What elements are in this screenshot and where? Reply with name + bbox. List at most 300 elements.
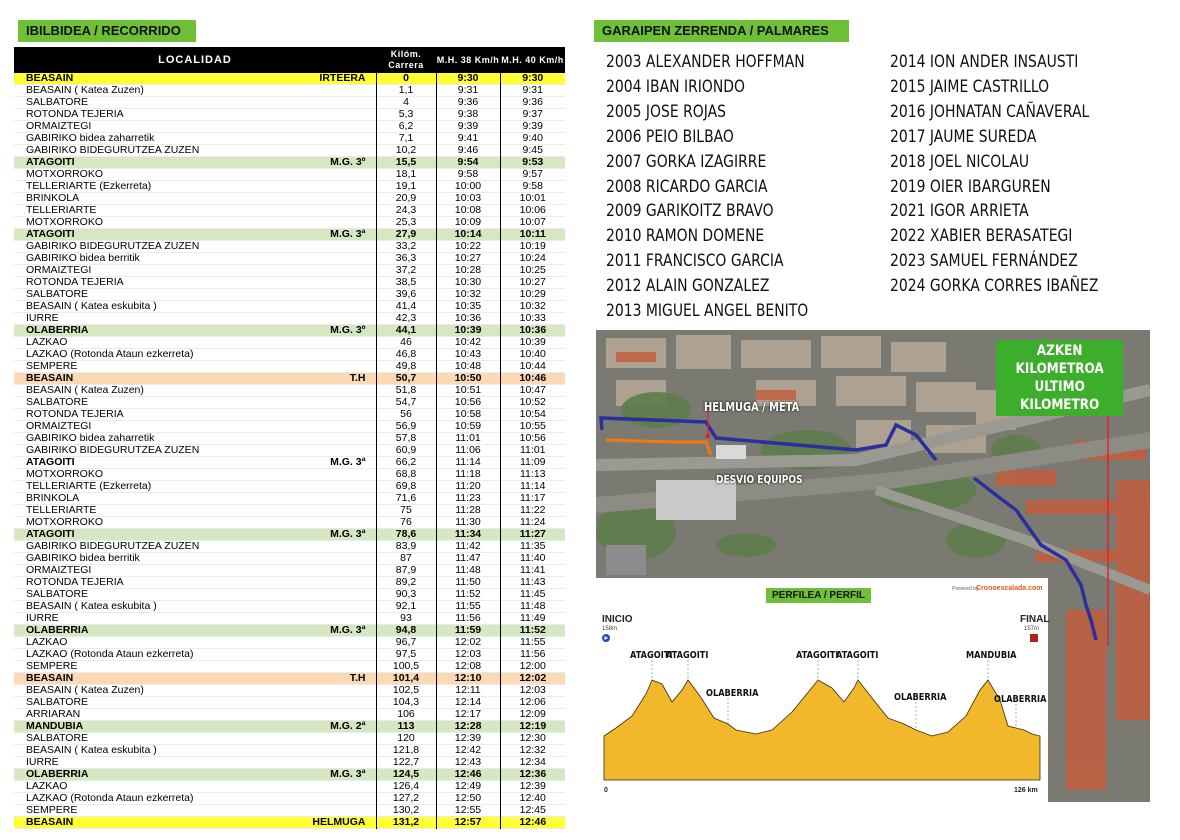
- locality-name: LAZKAO: [26, 636, 68, 649]
- locality-name: ORMAIZTEGI: [26, 564, 92, 577]
- km-cell: 1,1: [376, 85, 436, 97]
- peak-label: ATAGOITI: [630, 650, 673, 661]
- time-40-cell: 12:40: [500, 793, 565, 805]
- palmares-entry: 2023 SAMUEL FERNÁNDEZ: [890, 251, 1078, 272]
- table-row: [14, 637, 565, 649]
- locality-name: SALBATORE: [26, 396, 89, 409]
- locality-cell: [14, 649, 376, 661]
- table-row: [14, 421, 565, 433]
- elevation-profile: [596, 578, 1048, 802]
- km-cell: 42,3: [376, 313, 436, 325]
- time-38-cell: 10:36: [436, 313, 500, 325]
- palmares-entry: 2007 GORKA IZAGIRRE: [606, 151, 767, 172]
- time-38-cell: 10:14: [436, 229, 500, 241]
- time-38-cell: 12:46: [436, 769, 500, 781]
- time-40-cell: 11:13: [500, 469, 565, 481]
- table-row: [14, 205, 565, 217]
- locality-cell: [14, 121, 376, 133]
- profile-x-end: 126 km: [1014, 787, 1038, 794]
- table-row: [14, 193, 565, 205]
- locality-cell: [14, 469, 376, 481]
- locality-cell: [14, 565, 376, 577]
- palmares-entry: 2021 IGOR ARRIETA: [890, 201, 1029, 222]
- locality-tag: M.G. 3ª: [330, 456, 366, 469]
- time-40-cell: 11:09: [500, 457, 565, 469]
- profile-chart: [596, 578, 1048, 802]
- table-row: [14, 445, 565, 457]
- locality-cell: [14, 385, 376, 397]
- table-row: [14, 697, 565, 709]
- locality-cell: [14, 169, 376, 181]
- table-row: [14, 673, 565, 685]
- table-row: [14, 817, 565, 829]
- locality-name: SEMPERE: [26, 660, 78, 673]
- km-cell: 49,8: [376, 361, 436, 373]
- km-cell: 102,5: [376, 685, 436, 697]
- time-38-cell: 10:50: [436, 373, 500, 385]
- time-40-cell: 10:56: [500, 433, 565, 445]
- km-cell: 5,3: [376, 109, 436, 121]
- km-cell: 83,9: [376, 541, 436, 553]
- palmares-entry: 2003 ALEXANDER HOFFMAN: [606, 52, 805, 72]
- time-40-cell: 9:31: [500, 85, 565, 97]
- time-38-cell: 9:41: [436, 133, 500, 145]
- table-row: [14, 133, 565, 145]
- km-cell: 124,5: [376, 769, 436, 781]
- table-row: [14, 277, 565, 289]
- palmares-entry: 2006 PEIO BILBAO: [606, 126, 734, 147]
- table-row: [14, 745, 565, 757]
- table-row: [14, 685, 565, 697]
- time-38-cell: 12:42: [436, 745, 500, 757]
- locality-name: SALBATORE: [26, 96, 89, 109]
- time-40-cell: 11:17: [500, 493, 565, 505]
- locality-name: GABIRIKO BIDEGURUTZEA ZUZEN: [26, 144, 200, 157]
- table-row: [14, 253, 565, 265]
- time-40-cell: 11:14: [500, 481, 565, 493]
- profile-x-start: 0: [604, 787, 608, 794]
- time-40-cell: 12:03: [500, 685, 565, 697]
- km-cell: 87,9: [376, 565, 436, 577]
- locality-name: BEASAIN ( Katea Zuzen): [26, 684, 144, 697]
- table-row: [14, 793, 565, 805]
- time-40-cell: 10:27: [500, 277, 565, 289]
- time-40-cell: 11:48: [500, 601, 565, 613]
- locality-cell: [14, 517, 376, 529]
- locality-name: LAZKAO: [26, 336, 68, 349]
- time-40-cell: 10:24: [500, 253, 565, 265]
- locality-name: LAZKAO (Rotonda Ataun ezkerreta): [26, 792, 194, 805]
- table-row: [14, 289, 565, 301]
- table-row: [14, 73, 565, 85]
- locality-name: ATAGOITI: [26, 156, 75, 169]
- time-38-cell: 10:03: [436, 193, 500, 205]
- time-38-cell: 10:58: [436, 409, 500, 421]
- km-cell: 24,3: [376, 205, 436, 217]
- km-cell: 56,9: [376, 421, 436, 433]
- table-row: [14, 385, 565, 397]
- time-38-cell: 11:18: [436, 469, 500, 481]
- table-row: [14, 733, 565, 745]
- locality-tag: M.G. 2ª: [330, 720, 366, 733]
- time-40-cell: 9:39: [500, 121, 565, 133]
- profile-title: PERFILEA / PERFIL: [766, 588, 871, 603]
- km-cell: 122,7: [376, 757, 436, 769]
- palmares-entry: 2017 JAUME SUREDA: [890, 126, 1037, 147]
- last-km-label-basque: AZKEN KILOMETROA: [1015, 343, 1104, 377]
- palmares-list-right: [890, 50, 1144, 299]
- km-cell: 69,8: [376, 481, 436, 493]
- time-38-cell: 12:17: [436, 709, 500, 721]
- locality-name: GABIRIKO BIDEGURUTZEA ZUZEN: [26, 444, 200, 457]
- locality-cell: [14, 733, 376, 745]
- locality-cell: [14, 637, 376, 649]
- km-cell: 87: [376, 553, 436, 565]
- table-row: [14, 565, 565, 577]
- table-row: [14, 649, 565, 661]
- locality-cell: [14, 397, 376, 409]
- km-cell: 89,2: [376, 577, 436, 589]
- time-40-cell: 10:33: [500, 313, 565, 325]
- locality-tag: M.G. 3º: [330, 324, 366, 337]
- locality-tag: T.H: [349, 672, 366, 685]
- palmares-entry: 2012 ALAIN GONZALEZ: [606, 276, 770, 297]
- time-40-cell: 9:53: [500, 157, 565, 169]
- time-40-cell: 11:43: [500, 577, 565, 589]
- time-38-cell: 10:22: [436, 241, 500, 253]
- time-38-cell: 10:08: [436, 205, 500, 217]
- locality-cell: [14, 445, 376, 457]
- locality-cell: [14, 709, 376, 721]
- palmares-entry: 2013 MIGUEL ANGEL BENITO: [606, 301, 809, 322]
- km-cell: 20,9: [376, 193, 436, 205]
- locality-name: GABIRIKO bidea zaharretik: [26, 432, 155, 445]
- time-40-cell: 9:36: [500, 97, 565, 109]
- locality-name: IURRE: [26, 756, 59, 769]
- time-38-cell: 11:14: [436, 457, 500, 469]
- time-40-cell: 10:01: [500, 193, 565, 205]
- table-row: [14, 217, 565, 229]
- profile-area: [604, 680, 1040, 780]
- locality-cell: [14, 493, 376, 505]
- locality-cell: [14, 589, 376, 601]
- locality-tag: M.G. 3ª: [330, 624, 366, 637]
- locality-name: ROTONDA TEJERIA: [26, 576, 124, 589]
- locality-name: MOTXORROKO: [26, 216, 104, 229]
- locality-name: LAZKAO (Rotonda Ataun ezkerreta): [26, 648, 194, 661]
- locality-cell: [14, 349, 376, 361]
- peak-label: OLABERRIA: [994, 694, 1047, 705]
- km-cell: 104,3: [376, 697, 436, 709]
- locality-tag: IRTEERA: [319, 73, 366, 84]
- locality-cell: [14, 625, 376, 637]
- palmares-entry: 2014 ION ANDER INSAUSTI: [890, 52, 1079, 72]
- time-40-cell: 11:41: [500, 565, 565, 577]
- table-row: [14, 313, 565, 325]
- locality-name: GABIRIKO BIDEGURUTZEA ZUZEN: [26, 540, 200, 553]
- table-row: [14, 169, 565, 181]
- km-cell: 0: [376, 73, 436, 85]
- locality-cell: [14, 73, 376, 85]
- locality-cell: [14, 805, 376, 817]
- table-row: [14, 433, 565, 445]
- time-40-cell: 12:09: [500, 709, 565, 721]
- time-40-cell: 11:56: [500, 649, 565, 661]
- detour-label: DESVIO EQUIPOS: [716, 473, 803, 486]
- locality-name: BEASAIN: [26, 816, 74, 829]
- time-40-cell: 10:46: [500, 373, 565, 385]
- palmares-entry: 2018 JOEL NICOLAU: [890, 151, 1030, 172]
- locality-cell: [14, 661, 376, 673]
- locality-cell: [14, 781, 376, 793]
- locality-cell: [14, 253, 376, 265]
- time-38-cell: 11:50: [436, 577, 500, 589]
- table-row: [14, 373, 565, 385]
- locality-name: SALBATORE: [26, 588, 89, 601]
- km-cell: 93: [376, 613, 436, 625]
- last-km-label: [996, 340, 1123, 416]
- time-40-cell: 11:55: [500, 637, 565, 649]
- table-row: [14, 397, 565, 409]
- locality-name: BEASAIN ( Katea eskubita ): [26, 744, 157, 757]
- locality-header: LOCALIDAD: [14, 47, 376, 73]
- table-row: [14, 97, 565, 109]
- km-cell: 15,5: [376, 157, 436, 169]
- locality-cell: [14, 193, 376, 205]
- locality-cell: [14, 409, 376, 421]
- time-40-cell: 10:06: [500, 205, 565, 217]
- locality-cell: [14, 745, 376, 757]
- locality-name: MOTXORROKO: [26, 516, 104, 529]
- locality-name: TELLERIARTE (Ezkerreta): [26, 180, 152, 193]
- table-row: [14, 157, 565, 169]
- km-cell: 92,1: [376, 601, 436, 613]
- time-40-cell: 11:27: [500, 529, 565, 541]
- time-40-cell: 11:45: [500, 589, 565, 601]
- km-cell: 46,8: [376, 349, 436, 361]
- km-cell: 130,2: [376, 805, 436, 817]
- time-38-cell: 10:27: [436, 253, 500, 265]
- km-cell: 120: [376, 733, 436, 745]
- time-40-cell: 9:40: [500, 133, 565, 145]
- time-38-cell: 12:10: [436, 673, 500, 685]
- palmares-entry: 2022 XABIER BERASATEGI: [890, 226, 1073, 247]
- km-cell: 25,3: [376, 217, 436, 229]
- locality-name: BEASAIN: [26, 372, 74, 385]
- locality-name: BEASAIN ( Katea Zuzen): [26, 84, 144, 97]
- time-40-cell: 10:36: [500, 325, 565, 337]
- table-row: [14, 85, 565, 97]
- km-cell: 101,4: [376, 673, 436, 685]
- table-row: [14, 769, 565, 781]
- time-38-cell: 11:06: [436, 445, 500, 457]
- time-38-cell: 11:48: [436, 565, 500, 577]
- time-40-cell: 11:35: [500, 541, 565, 553]
- route-table: [14, 47, 565, 829]
- time-38-cell: 12:02: [436, 637, 500, 649]
- finish-label: HELMUGA / META: [704, 400, 800, 414]
- time-38-cell: 10:09: [436, 217, 500, 229]
- time-40-cell: 11:49: [500, 613, 565, 625]
- table-row: [14, 505, 565, 517]
- locality-cell: [14, 613, 376, 625]
- locality-name: OLABERRIA: [26, 768, 89, 781]
- km-cell: 76: [376, 517, 436, 529]
- palmares-entry: 2005 JOSE ROJAS: [606, 101, 726, 122]
- locality-name: SALBATORE: [26, 288, 89, 301]
- locality-cell: [14, 553, 376, 565]
- table-row: [14, 409, 565, 421]
- profile-start-label: INICIO: [602, 614, 633, 625]
- peak-label: OLABERRIA: [706, 688, 759, 699]
- km-cell: 46: [376, 337, 436, 349]
- table-row: [14, 613, 565, 625]
- locality-cell: [14, 157, 376, 169]
- locality-tag: T.H: [349, 372, 366, 385]
- locality-name: LAZKAO (Rotonda Ataun ezkerreta): [26, 348, 194, 361]
- time-38-cell: 10:51: [436, 385, 500, 397]
- locality-tag: M.G. 3º: [330, 156, 366, 169]
- time-40-cell: 10:40: [500, 349, 565, 361]
- table-row: [14, 625, 565, 637]
- time-40-cell: 10:44: [500, 361, 565, 373]
- time-38-cell: 10:30: [436, 277, 500, 289]
- locality-cell: [14, 529, 376, 541]
- time-40-cell: 12:46: [500, 817, 565, 829]
- locality-name: GABIRIKO bidea berritik: [26, 552, 140, 565]
- palmares-entry: 2008 RICARDO GARCIA: [606, 176, 768, 197]
- table-row: [14, 553, 565, 565]
- table-row: [14, 493, 565, 505]
- table-row: [14, 589, 565, 601]
- time-40-cell: 12:30: [500, 733, 565, 745]
- table-row: [14, 301, 565, 313]
- time-38-cell: 10:00: [436, 181, 500, 193]
- km-cell: 90,3: [376, 589, 436, 601]
- locality-cell: [14, 337, 376, 349]
- locality-cell: [14, 217, 376, 229]
- palmares-entry: 2016 JOHNATAN CAÑAVERAL: [890, 101, 1090, 122]
- time-40-cell: 11:22: [500, 505, 565, 517]
- time-38-cell: 9:58: [436, 169, 500, 181]
- km-cell: 96,7: [376, 637, 436, 649]
- time-40-cell: 10:54: [500, 409, 565, 421]
- time-38-cell: 12:43: [436, 757, 500, 769]
- time-40-cell: 10:39: [500, 337, 565, 349]
- time-40-cell: 11:01: [500, 445, 565, 457]
- table-row: [14, 337, 565, 349]
- last-km-label-spanish: ULTIMO KILOMETRO: [1020, 379, 1100, 413]
- locality-cell: [14, 277, 376, 289]
- table-row: [14, 805, 565, 817]
- locality-name: TELLERIARTE (Ezkerreta): [26, 480, 152, 493]
- table-row: [14, 517, 565, 529]
- time-38-cell: 12:11: [436, 685, 500, 697]
- locality-name: ATAGOITI: [26, 228, 75, 241]
- locality-cell: [14, 361, 376, 373]
- locality-name: SEMPERE: [26, 360, 78, 373]
- locality-name: ROTONDA TEJERIA: [26, 408, 124, 421]
- table-row: [14, 481, 565, 493]
- palmares-entry: 2015 JAIME CASTRILLO: [890, 76, 1050, 97]
- palmares-entry: 2024 GORKA CORRES IBAÑEZ: [890, 276, 1099, 297]
- locality-tag: M.G. 3ª: [330, 528, 366, 541]
- time-38-cell: 12:55: [436, 805, 500, 817]
- time-40-cell: 12:02: [500, 673, 565, 685]
- locality-cell: [14, 601, 376, 613]
- locality-tag: M.G. 3ª: [330, 768, 366, 781]
- km-cell: 4: [376, 97, 436, 109]
- locality-cell: [14, 433, 376, 445]
- speed38-header: M.H. 38 Km/h: [436, 47, 500, 73]
- table-row: [14, 109, 565, 121]
- km-cell: 33,2: [376, 241, 436, 253]
- locality-name: ROTONDA TEJERIA: [26, 276, 124, 289]
- table-row: [14, 757, 565, 769]
- time-38-cell: 10:39: [436, 325, 500, 337]
- time-38-cell: 12:03: [436, 649, 500, 661]
- time-38-cell: 11:23: [436, 493, 500, 505]
- locality-tag: HELMUGA: [312, 816, 366, 829]
- locality-cell: [14, 133, 376, 145]
- profile-finish-label: FINAL: [1020, 614, 1050, 625]
- time-40-cell: 11:52: [500, 625, 565, 637]
- locality-name: SALBATORE: [26, 696, 89, 709]
- locality-cell: [14, 577, 376, 589]
- time-38-cell: 10:42: [436, 337, 500, 349]
- km-cell: 44,1: [376, 325, 436, 337]
- time-38-cell: 11:59: [436, 625, 500, 637]
- time-40-cell: 11:40: [500, 553, 565, 565]
- locality-name: SALBATORE: [26, 732, 89, 745]
- locality-cell: [14, 181, 376, 193]
- km-cell: 126,4: [376, 781, 436, 793]
- locality-cell: [14, 817, 376, 829]
- table-row: [14, 181, 565, 193]
- finish-map: [596, 330, 1150, 802]
- locality-name: GABIRIKO bidea zaharretik: [26, 132, 155, 145]
- locality-name: ATAGOITI: [26, 456, 75, 469]
- time-38-cell: 11:47: [436, 553, 500, 565]
- locality-cell: [14, 205, 376, 217]
- time-40-cell: 9:57: [500, 169, 565, 181]
- peak-label: MANDUBIA: [966, 650, 1017, 661]
- powered-by-text: Powered by: [952, 586, 979, 592]
- peak-label: ATAGOITI: [666, 650, 709, 661]
- locality-cell: [14, 793, 376, 805]
- locality-cell: [14, 457, 376, 469]
- time-38-cell: 9:30: [436, 73, 500, 85]
- time-40-cell: 10:47: [500, 385, 565, 397]
- locality-name: OLABERRIA: [26, 624, 89, 637]
- palmares-entry: 2004 IBAN IRIONDO: [606, 76, 746, 97]
- km-cell: 51,8: [376, 385, 436, 397]
- finish-marker: [706, 434, 711, 439]
- time-38-cell: 12:50: [436, 793, 500, 805]
- peak-label: ATAGOITI: [796, 650, 839, 661]
- table-row: [14, 229, 565, 241]
- km-cell: 36,3: [376, 253, 436, 265]
- time-40-cell: 10:25: [500, 265, 565, 277]
- locality-name: GABIRIKO BIDEGURUTZEA ZUZEN: [26, 240, 200, 253]
- locality-cell: [14, 673, 376, 685]
- table-row: [14, 541, 565, 553]
- km-cell: 27,9: [376, 229, 436, 241]
- locality-cell: [14, 769, 376, 781]
- km-cell: 66,2: [376, 457, 436, 469]
- time-40-cell: 12:00: [500, 661, 565, 673]
- locality-name: TELLERIARTE: [26, 504, 97, 517]
